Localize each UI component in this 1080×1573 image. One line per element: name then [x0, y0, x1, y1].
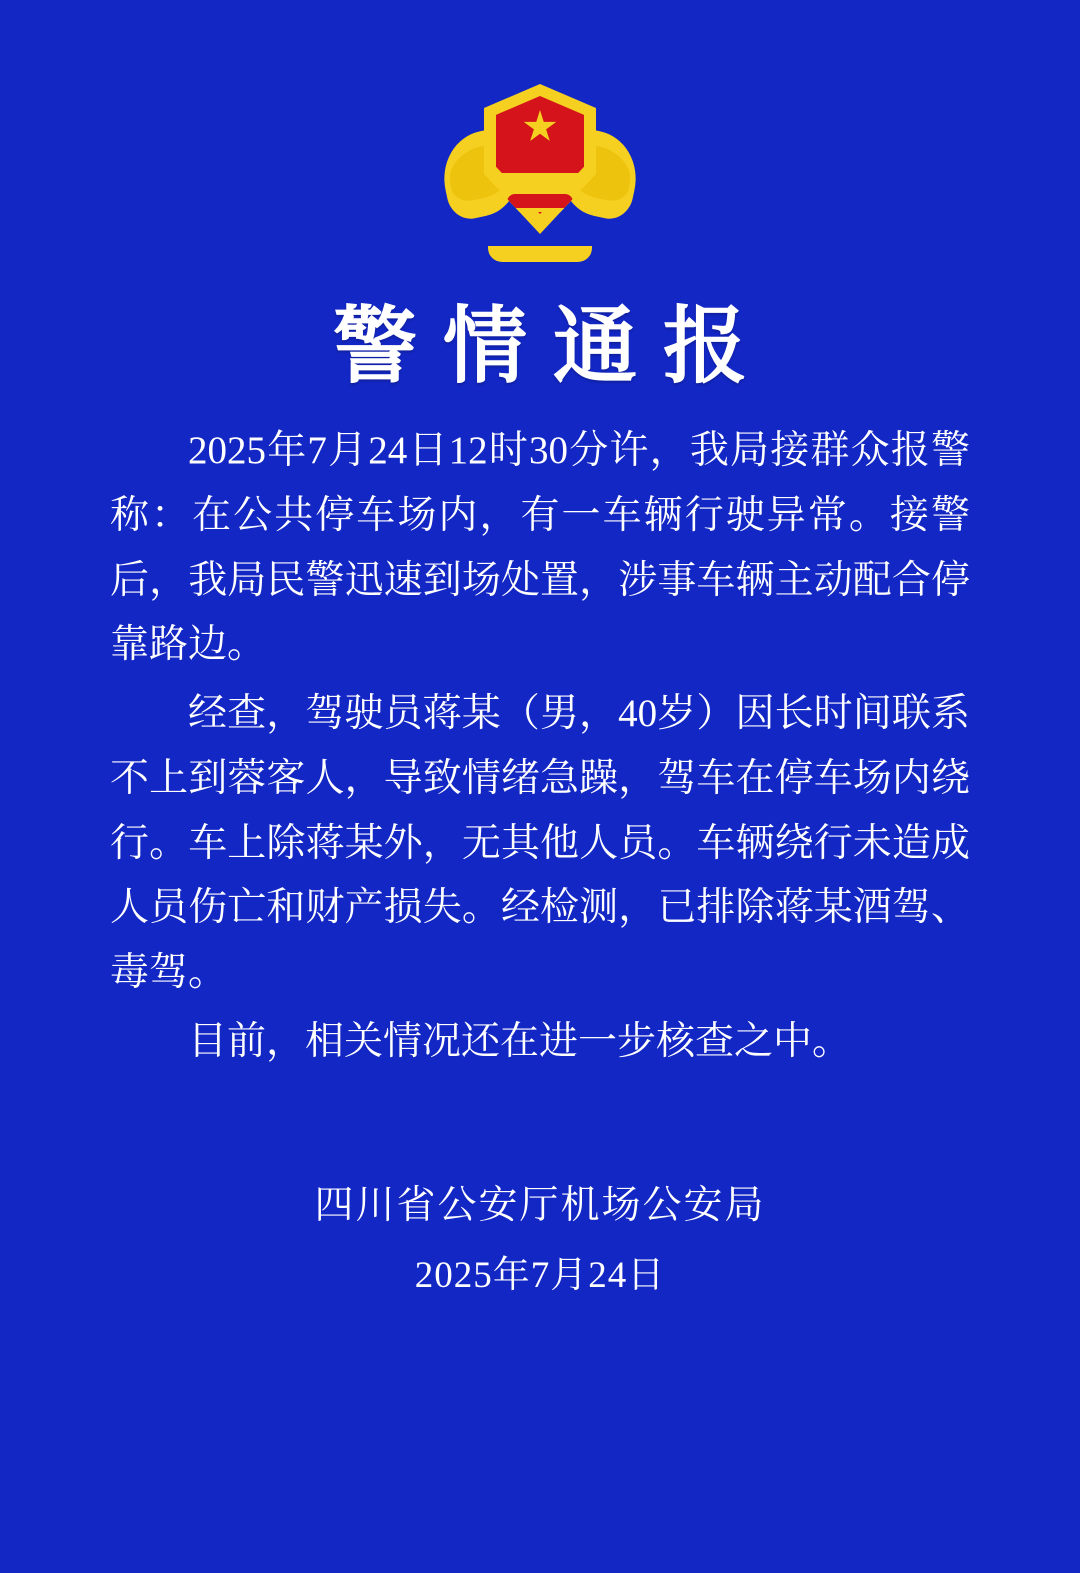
notice-paragraph: 经查，驾驶员蒋某（男，40岁）因长时间联系不上到蓉客人，导致情绪急躁，驾车在停车场内绕行。车上除蒋某外，无其他人员。车辆绕行未造成人员伤亡和财产损失。经检测，已排除蒋某酒驾、毒驾。 — [110, 692, 970, 994]
china-police-emblem-icon — [447, 78, 633, 264]
page-title: 警情通报 — [332, 301, 773, 394]
notice-paragraph: 2025年7月24日12时30分许，我局接群众报警称：在公共停车场内，有一车辆行驶异常。接警后，我局民警迅速到场处置，涉事车辆主动配合停靠路边。 — [110, 429, 970, 667]
notice-paragraph: 目前，相关情况还在进一步核查之中。 — [188, 1019, 852, 1063]
signature-block — [0, 1175, 1080, 1305]
issue-date: 2025年7月24日 — [414, 1254, 666, 1296]
issuing-organization: 四川省公安厅机场公安局 — [314, 1184, 766, 1228]
emblem-tiananmen-gate — [503, 182, 577, 212]
emblem-container — [14, 0, 1066, 264]
emblem-shield-outer — [484, 84, 596, 234]
emblem-base — [488, 246, 592, 262]
notice-body — [110, 419, 970, 1074]
